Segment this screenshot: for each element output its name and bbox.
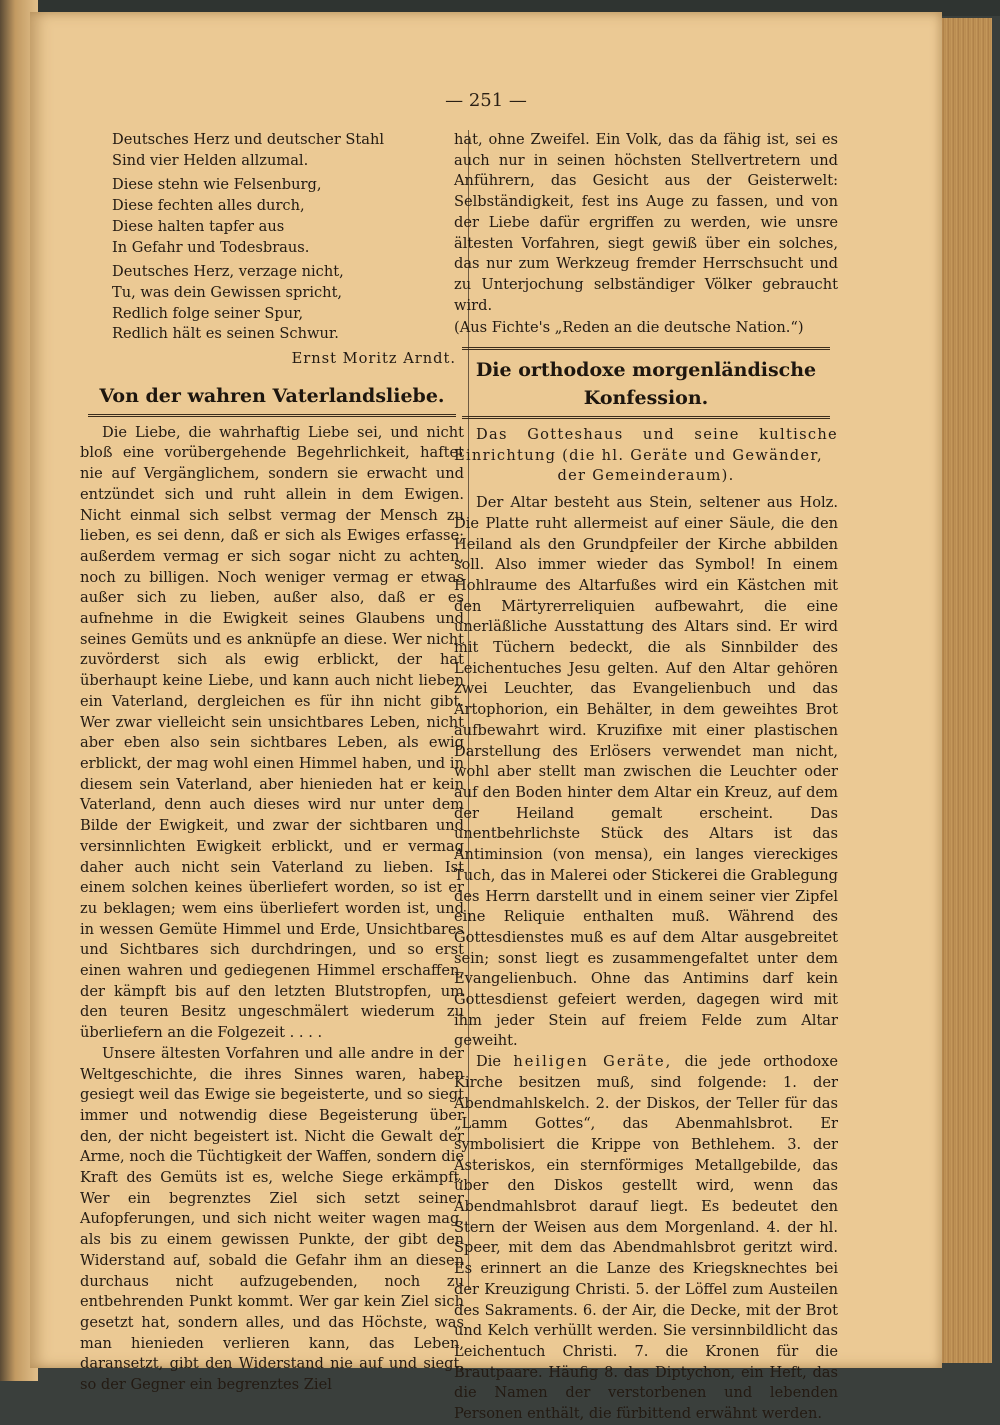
poem-line: Sind vier Helden allzumal. (112, 151, 309, 169)
poem-stanza-1 (112, 130, 464, 171)
spaced-term: heiligen Geräte, (513, 1053, 673, 1071)
title-rule (88, 414, 456, 417)
poem-line: Redlich folge seiner Spur, (112, 304, 304, 322)
section-title-konfession: Die orthodoxe morgenländische Konfession. (475, 359, 817, 410)
poem-line: Diese stehn wie Felsenburg, (112, 176, 322, 194)
poem-author: Ernst Moritz Arndt. (291, 350, 456, 368)
poem-line: Deutsches Herz, verzage nicht, (112, 263, 344, 281)
continuation-paragraph: hat, ohne Zweifel. Ein Volk, das da fähig ist, sei es auch nur in seinen höchsten Stellvertretern und Anführern, das Gesicht aus der Geisterwelt: Selbständigkeit, fest ins Auge zu fassen, und von der Liebe dafür ergriffen zu werden, wie unsre ältesten Vorfahren, siegt gewiß über ein solches, das nur zum Werkzeug fremder Herrschsucht und zu Unterjochung selbständiger Völker gebraucht wird. (454, 131, 838, 314)
paragraph: Unsere ältesten Vorfahren und alle andre in der Weltgeschichte, die ihres Sinnes waren, haben gesiegt weil das Ewige sie begeisterte, und so siegt immer und notwendig diese Begeisterung über den, der nicht begeistert ist. Nicht die Gewalt der Arme, noch die Tüchtigkeit der Waffen, sondern die Kraft des Gemüts ist es, welche Siege erkämpft. Wer ein begrenztes Ziel sich setzt seiner Aufopferungen, und sich nicht weiter wagen mag, als bis zu einem gewissen Punkte, der gibt den Widerstand auf, sobald die Gefahr ihm an diesen durchaus nicht aufzugebenden, noch zu entbehrenden Punkt kommt. Wer gar kein Ziel sich gesetzt hat, sondern alles, und das Höchste, was man hienieden verlieren kann, das Leben, daransetzt, gibt den Widerstand nie auf und siegt, so der Gegner ein begrenztes Ziel (80, 1044, 464, 1394)
poem-stanza-3 (112, 262, 464, 345)
subtitle: Das Gotteshaus und seine kultische Einrichtung (die hl. Geräte und Gewänder, (454, 426, 838, 464)
poem-line: Redlich hält es seinen Schwur. (112, 325, 339, 343)
title-rule (462, 416, 830, 419)
book-page (30, 12, 942, 1423)
paragraph: Die Liebe, die wahrhaftig Liebe sei, und nicht bloß eine vorübergehende Begehrlichkeit, haftet nie auf Vergänglichem, sondern sie erwacht und entzündet sich und ruht allein in dem Ewigen. Nicht einmal sich selbst vermag der Mensch zu lieben, es sei denn, daß er sich als Ewiges erfasse; außerdem vermag er sich sogar nicht zu achten, noch zu billigen. Noch weniger vermag er etwas außer sich zu lieben, außer also, daß er es aufnehme in die Ewigkeit seines Glaubens und seines Gemüts und es anknüpfe an diese. Wer nicht zuvörderst sich als ewig erblickt, der hat überhaupt keine Liebe, und kann auch nicht lieben ein Vaterland, dergleichen es für ihn nicht gibt. Wer zwar vielleicht sein unsichtbares Leben, nicht aber eben also sein sichtbares Leben, als ewig erblickt, der mag wohl einen Himmel haben, und in diesem sein Vaterland, aber hienieden hat er kein Vaterland, denn auch dieses wird nur unter dem Bilde der Ewigkeit, und zwar der sichtbaren und versinnlichten Ewigkeit erblickt, und er vermag daher auch nicht sein Vaterland zu lieben. Ist einem solchen keines überliefert worden, so ist er zu beklagen; wem eins überliefert worden ist, und in wessen Gemüte Himmel und Erde, Unsichtbares und Sichtbares sich durchdringen, und so erst einen wahren und gediegenen Himmel erschaffen, der kämpft bis auf den letzten Blutstropfen, um den teuren Besitz ungeschmälert wiederum zu überliefern an die Folgezeit . . . . (80, 423, 464, 1042)
paragraph-rest: die jede orthodoxe Kirche besitzen muß, sind folgende: 1. der Abendmahlskelch. 2. der Diskos, der Teller für das „Lamm Gottes“, das Abenmahlsbrot. Er symbolisiert die Krippe von Bethlehem. 3. der Asteriskos, ein sternförmiges Metallgebilde, das über den Diskos gestellt wird, wenn das Abendmahlsbrot darauf liegt. Es bedeutet den Stern der Weisen aus dem Morgenland. 4. der hl. Speer, mit dem das Abendmahlsbrot geritzt wird. Es erinnert an die Lanze des Kriegsknechtes bei der Kreuzigung Christi. 5. der Löffel zum Austeilen des Sakraments. 6. der Air, die Decke, mit der Brot und Kelch verhüllt werden. Sie versinnbildlicht das Leichentuch Christi. 7. die Kronen für die Brautpaare. Häufig 8. das Diptychon, ein Heft, das die Namen der verstorbenen und lebenden Personen enthält, die fürbittend erwähnt werden. (454, 1053, 839, 1423)
poem-line: Deutsches Herz und deutscher Stahl (112, 131, 385, 148)
subtitle-end: der Gemeinderaum). (557, 467, 735, 485)
paragraph-lead: Die (476, 1053, 502, 1071)
poem-line: Tu, was dein Gewissen spricht, (112, 283, 343, 301)
page-edges (940, 18, 992, 1363)
paragraph: Der Altar besteht aus Stein, seltener aus Holz. Die Platte ruht allermeist auf einer Säule, die den Heiland als den Grundpfeiler der Kirche abbilden soll. Also immer wieder das Symbol! In einem Hohlraume des Altarfußes wird ein Kästchen mit den Märtyrerreliquien aufbewahrt, die eine unerläßliche Ausstattung des Altars sind. Er wird mit Tüchern bedeckt, die als Sinnbilder des Leichentuches Jesu gelten. Auf den Altar gehören zwei Leuchter, das Evangelienbuch und das Artophorion, ein Behälter, in dem geweihtes Brot aufbewahrt wird. Kruzifixe mit einer plastischen Darstellung des Erlösers verwendet man nicht, wohl aber stellt man zwischen die Leuchter oder auf den Boden hinter dem Altar ein Kreuz, auf dem der Heiland gemalt erscheint. Das unentbehrlichste Stück des Altars ist das Antiminsion (von mensa), ein langes viereckiges Tuch, das in Malerei oder Stickerei die Grablegung des Herrn darstellt und in einem seiner vier Zipfel eine Reliquie enthalten muß. Während des Gottesdienstes muß es auf dem Altar ausgebreitet sein; sonst liegt es zusammengefaltet unter dem Evangelienbuch. Ohne das Antimins darf kein Gottesdienst gefeiert werden, dagegen wird mit ihm jeder Stein auf freiem Felde zum Altar geweiht. (454, 494, 838, 1050)
section-title-vaterlandsliebe: Von der wahren Vaterlandsliebe. (99, 384, 445, 407)
poem-line: In Gefahr und Todesbraus. (112, 238, 310, 256)
title-rule (462, 347, 830, 350)
left-column (80, 130, 464, 1396)
poem-line: Diese fechten alles durch, (112, 197, 305, 215)
poem-line: Diese halten tapfer aus (112, 217, 285, 235)
poem-stanza-2 (112, 175, 464, 258)
paragraph (454, 1052, 838, 1425)
right-column (454, 130, 838, 1425)
poem (80, 130, 464, 370)
page-number: — 251 — (445, 90, 527, 111)
citation: (Aus Fichte's „Reden an die deutsche Nation.“) (454, 319, 804, 337)
